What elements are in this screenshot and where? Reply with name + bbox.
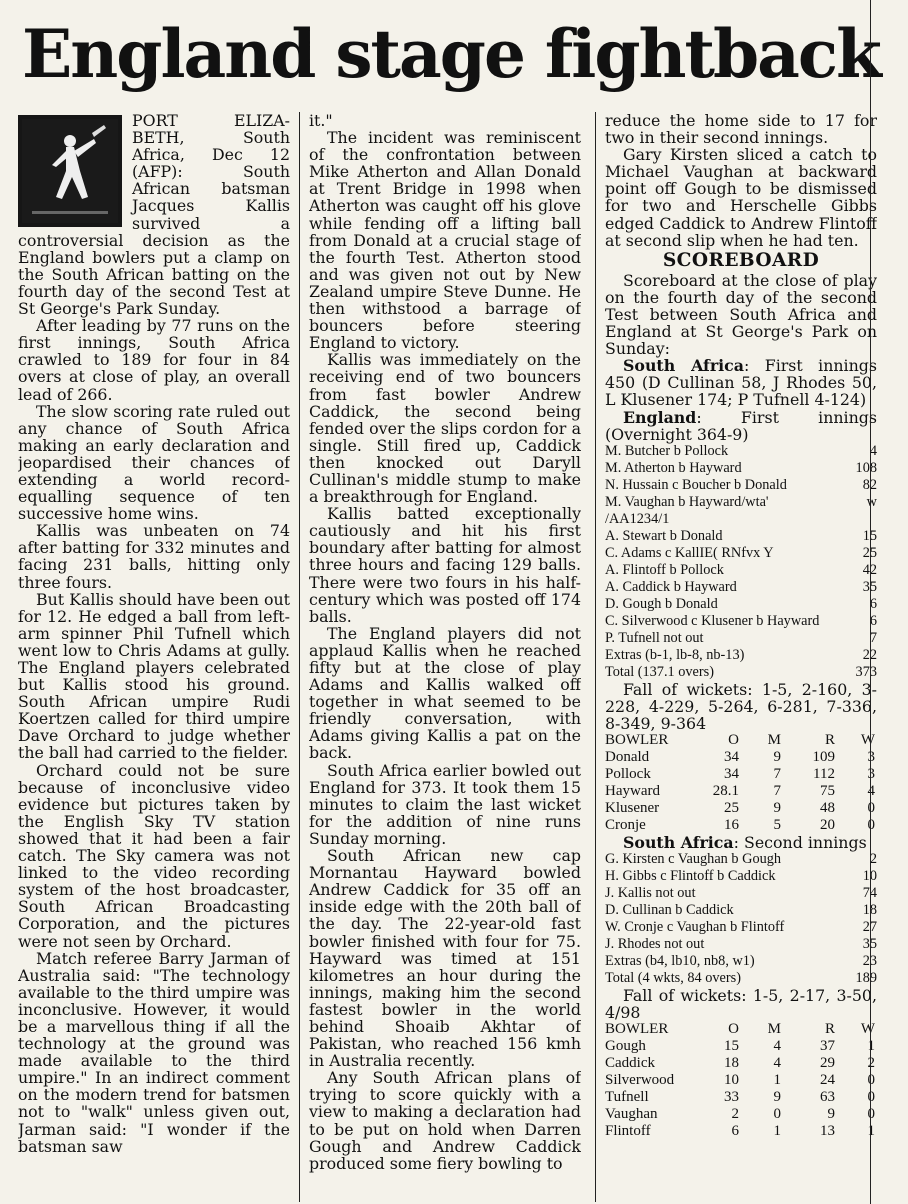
- batsman-entry: Total (4 wkts, 84 overs): [605, 970, 741, 987]
- wickets-value: 2: [867, 1055, 875, 1072]
- team-label: South Africa: [623, 356, 745, 376]
- overs-value: 34: [724, 765, 739, 782]
- wickets-value: 0: [867, 799, 875, 816]
- batsman-entry: G. Kirsten c Vaughan b Gough: [605, 851, 782, 868]
- overs-value: 28.1: [712, 782, 739, 799]
- bowler-name: Silverwood: [605, 1072, 675, 1089]
- maidens-column-header: M: [767, 1021, 781, 1038]
- runs-value: 7: [869, 629, 877, 646]
- sa-innings-bowling: [605, 1021, 877, 1140]
- headline: England stage fightback: [22, 15, 880, 93]
- cricket-batsman-icon: [22, 119, 118, 223]
- overs-value: 16: [724, 816, 739, 833]
- bowling-row: [605, 766, 877, 783]
- scoreboard-intro: Scoreboard at the close of play on the fourth day of the second Test between South Africa and England at St George's Park on Sunday:: [605, 270, 877, 359]
- maidens-value: 7: [773, 782, 781, 799]
- paragraph: Match referee Barry Jarman of Australia said: "The technology available to the third umpire was inconclusive. However, it would be a marvellous thing if all the technology at the ground was made available to the third umpire." In an indirect comment on the modern trend for batsmen not to "walk" unless given out, Jarman said: "I wonder if the batsman saw: [18, 948, 290, 1156]
- paragraph: Any South African plans of trying to score quickly with a view to making a declaration had to be put on hold when Darren Gough and Andrew Caddick produced some fiery bowling to: [309, 1068, 581, 1173]
- batting-row: [605, 885, 877, 902]
- batting-row: [605, 494, 877, 511]
- team-label: South Africa: [623, 832, 734, 852]
- bowler-name: Flintoff: [605, 1123, 651, 1140]
- bowler-name: Vaughan: [605, 1106, 658, 1123]
- runs-value: 42: [862, 561, 877, 578]
- wickets-value: 0: [867, 816, 875, 833]
- batsman-entry: P. Tufnell not out: [605, 629, 704, 646]
- overs-value: 34: [724, 748, 739, 765]
- overs-value: 25: [724, 799, 739, 816]
- runs-conceded-value: 13: [820, 1123, 835, 1140]
- bowler-column-header: BOWLER: [605, 731, 669, 748]
- batting-row: [605, 596, 877, 613]
- runs-value: 4: [869, 442, 877, 459]
- paragraph: But Kallis should have been out for 12. He edged a ball from left-arm spinner Phil Tufnell which went low to Chris Adams at gully. The England players celebrated but Kallis stood his ground. South African umpire Rudi Koertzen called for third umpire Dave Orchard to judge whether the ball had carried to the fielder.: [18, 589, 290, 763]
- wickets-value: 1: [867, 1123, 875, 1140]
- batsman-entry: A. Flintoff b Pollock: [605, 561, 724, 578]
- batting-row: [605, 613, 877, 630]
- photo: [18, 115, 122, 227]
- bowler-column-header: BOWLER: [605, 1021, 669, 1038]
- maidens-column-header: M: [767, 731, 781, 748]
- bowling-row: [605, 800, 877, 817]
- batsman-entry: A. Stewart b Donald: [605, 527, 723, 544]
- runs-conceded-value: 112: [813, 765, 835, 782]
- batting-row: [605, 443, 877, 460]
- maidens-value: 9: [773, 748, 781, 765]
- batsman-entry: A. Caddick b Hayward: [605, 578, 737, 595]
- overs-column-header: O: [728, 1021, 739, 1038]
- batsman-entry: W. Cronje c Vaughan b Flintoff: [605, 919, 785, 936]
- overs-value: 2: [731, 1106, 739, 1123]
- runs-value: 74: [862, 885, 877, 902]
- sa-second-innings: [605, 834, 877, 851]
- wickets-value: 4: [867, 782, 875, 799]
- bowling-row: [605, 817, 877, 834]
- runs-conceded-value: 9: [827, 1106, 835, 1123]
- runs-value: 189: [855, 970, 877, 987]
- overs-value: 15: [724, 1038, 739, 1055]
- eng-innings-bowling: [605, 732, 877, 834]
- maidens-value: 1: [773, 1123, 781, 1140]
- runs-value: 15: [862, 527, 877, 544]
- batsman-entry: M. Vaughan b Hayward/wta': [605, 493, 769, 510]
- batsman-entry: J. Rhodes not out: [605, 936, 705, 953]
- paragraph: Orchard could not be sure because of inconclusive video evidence but pictures taken by the English Sky TV station showed that it had been a fair catch. The Sky camera was not linked to the video recording system of the host broadcaster, South African Broadcasting Corporation, and the pictures were not seen by Orchard.: [18, 760, 290, 951]
- sa-fall-of-wickets: Fall of wickets: 1-5, 2-17, 3-50, 4/98: [605, 986, 877, 1023]
- bowler-name: Klusener: [605, 799, 660, 816]
- maidens-value: 5: [773, 816, 781, 833]
- overs-value: 10: [724, 1072, 739, 1089]
- batting-row: [605, 936, 877, 953]
- paragraph: PORT ELIZA-BETH, South Africa, Dec 12 (AFP): South African batsman Jacques Kallis survived a controversial decision as the England bowlers put a clamp on the South African batting on the fourth day of the second Test at St George's Park Sunday.: [18, 112, 290, 319]
- runs-value: 82: [862, 476, 877, 493]
- runs-value: 373: [855, 663, 877, 680]
- batsman-entry: /AA1234/1: [605, 510, 670, 527]
- bowling-row: [605, 1038, 877, 1055]
- runs-value: 35: [862, 578, 877, 595]
- runs-conceded-value: 20: [820, 816, 835, 833]
- bowler-name: Cronje: [605, 816, 646, 833]
- maidens-value: 0: [773, 1106, 781, 1123]
- bowler-name: Caddick: [605, 1055, 655, 1072]
- runs-conceded-value: 24: [820, 1072, 835, 1089]
- paragraph: Kallis was unbeaten on 74 after batting for 332 minutes and facing 231 balls, hitting only three fours.: [18, 521, 290, 592]
- innings-summary: : First innings (Overnight 364-9): [605, 407, 877, 444]
- bowler-name: Donald: [605, 748, 650, 765]
- bowler-name: Pollock: [605, 765, 651, 782]
- batsman-entry: Extras (b4, lb10, nb8, w1): [605, 953, 755, 970]
- paragraph: it.": [309, 112, 333, 130]
- batting-row: [605, 902, 877, 919]
- sa-batting-list: [605, 851, 877, 987]
- batting-row: [605, 630, 877, 647]
- batting-row: [605, 851, 877, 868]
- runs-value: 25: [862, 544, 877, 561]
- bowling-header-row: [605, 1021, 877, 1038]
- overs-value: 18: [724, 1055, 739, 1072]
- column-3: [605, 112, 877, 1202]
- batsman-entry: D. Gough b Donald: [605, 595, 718, 612]
- maidens-value: 9: [773, 1089, 781, 1106]
- maidens-value: 9: [773, 799, 781, 816]
- wickets-column-header: W: [860, 1021, 875, 1038]
- batsman-entry: D. Cullinan b Caddick: [605, 902, 734, 919]
- wickets-value: 0: [867, 1072, 875, 1089]
- bowling-header-row: [605, 732, 877, 749]
- batting-row: [605, 953, 877, 970]
- team-label: England: [623, 407, 697, 427]
- runs-conceded-value: 75: [820, 782, 835, 799]
- runs-value: 6: [869, 595, 877, 612]
- batting-row: [605, 970, 877, 987]
- paragraph: Gary Kirsten sliced a catch to Michael Vaughan at backward point off Gough to be dismissed for two and Herschelle Gibbs edged Caddick to Andrew Flintoff at second slip when he had ten.: [605, 145, 877, 250]
- sa-first-innings: [605, 357, 877, 408]
- maidens-value: 7: [773, 765, 781, 782]
- runs-value: 2: [869, 851, 877, 868]
- runs-conceded-value: 48: [820, 799, 835, 816]
- wickets-value: 0: [867, 1106, 875, 1123]
- column-divider: [595, 112, 596, 1202]
- bowling-row: [605, 1072, 877, 1089]
- runs-value: 23: [862, 953, 877, 970]
- paragraph: The England players did not applaud Kallis when he reached fifty but at the close of play Adams and Kallis walked off together in what seemed to be friendly conversation, with Adams giving Kallis a pat on the back.: [309, 623, 581, 763]
- bowling-row: [605, 749, 877, 766]
- paragraph: The slow scoring rate ruled out any chance of South Africa making an early declaration and jeopardised their chances of extending a world record-equalling sequence of ten successive home wins.: [18, 401, 290, 524]
- maidens-value: 4: [773, 1038, 781, 1055]
- article-columns: [18, 112, 896, 1202]
- runs-value: 108: [855, 459, 877, 476]
- eng-batting-list: [605, 443, 877, 681]
- bowler-name: Tufnell: [605, 1089, 649, 1106]
- runs-value: w: [866, 493, 877, 510]
- batting-row: [605, 477, 877, 494]
- batsman-entry: J. Kallis not out: [605, 885, 696, 902]
- bowling-row: [605, 1106, 877, 1123]
- overs-value: 6: [731, 1123, 739, 1140]
- batting-row: [605, 511, 877, 528]
- paragraph: South African new cap Mornantau Hayward bowled Andrew Caddick for 35 off an inside edge with the 20th ball of the day. The 22-year-old fast bowler finished with four for 75. Hayward was timed at 151 kilometres an hour during the innings, making him the second fastest bowler in the world behind Shoaib Akhtar of Pakistan, who reached 156 kmh in Australia recently.: [309, 846, 581, 1071]
- batsman-entry: Total (137.1 overs): [605, 663, 714, 680]
- overs-value: 33: [724, 1089, 739, 1106]
- maidens-value: 4: [773, 1055, 781, 1072]
- wickets-value: 0: [867, 1089, 875, 1106]
- wickets-value: 1: [867, 1038, 875, 1055]
- paragraph: The incident was reminiscent of the confrontation between Mike Atherton and Allan Donald at Trent Bridge in 1998 when Atherton was caught off his glove while fending off a lifting ball from Donald at a crucial stage of the fourth Test. Atherton stood and was given not out by New Zealand umpire Steve Dunne. He then withstood a barrage of bouncers before steering England to victory.: [309, 128, 581, 353]
- wickets-value: 3: [867, 765, 875, 782]
- runs-conceded-value: 37: [820, 1038, 835, 1055]
- runs-column-header: R: [824, 1021, 835, 1038]
- runs-value: 27: [862, 919, 877, 936]
- batting-row: [605, 647, 877, 664]
- overs-column-header: O: [728, 731, 739, 748]
- scoreboard-heading: SCOREBOARD: [662, 249, 820, 271]
- batsman-entry: C. Silverwood c Klusener b Hayward: [605, 612, 820, 629]
- paragraph: Kallis batted exceptionally cautiously and hit his first boundary after batting for almost three hours and facing 129 balls. There were two fours in his half-century which was posted off 174 balls.: [309, 504, 581, 626]
- batting-row: [605, 562, 877, 579]
- paragraph: Kallis was immediately on the receiving end of two bouncers from fast bowler Andrew Caddick, the second being fended over the slips cordon for a single. Still fired up, Caddick then knocked out Daryll Cullinan's middle stump to make a breakthrough for England.: [309, 350, 581, 507]
- eng-fall-of-wickets: Fall of wickets: 1-5, 2-160, 3-228, 4-229, 5-264, 6-281, 7-336, 8-349, 9-364: [605, 679, 877, 733]
- runs-value: [873, 511, 877, 528]
- batting-row: [605, 528, 877, 545]
- bowling-row: [605, 1089, 877, 1106]
- runs-conceded-value: 63: [820, 1089, 835, 1106]
- bowler-name: Gough: [605, 1038, 646, 1055]
- batting-row: [605, 664, 877, 681]
- runs-value: 6: [869, 612, 877, 629]
- bowling-row: [605, 1055, 877, 1072]
- batting-row: [605, 919, 877, 936]
- paragraph: South Africa earlier bowled out England for 373. It took them 15 minutes to claim the last wicket for the addition of nine runs Sunday morning.: [309, 760, 581, 848]
- wickets-column-header: W: [860, 731, 875, 748]
- bowler-name: Hayward: [605, 782, 660, 799]
- batting-row: [605, 460, 877, 477]
- wickets-value: 3: [867, 748, 875, 765]
- bowling-row: [605, 1123, 877, 1140]
- paragraph: reduce the home side to 17 for two in their second innings.: [605, 112, 877, 148]
- column-divider: [299, 112, 300, 1202]
- batsman-entry: C. Adams c KallIE( RNfvx Y: [605, 544, 774, 561]
- runs-value: 18: [862, 902, 877, 919]
- runs-conceded-value: 29: [820, 1055, 835, 1072]
- runs-value: 22: [862, 646, 877, 663]
- batting-row: [605, 545, 877, 562]
- batting-row: [605, 579, 877, 596]
- column-1: [18, 112, 290, 1202]
- bowling-row: [605, 783, 877, 800]
- batsman-entry: N. Hussain c Boucher b Donald: [605, 476, 787, 493]
- batsman-entry: M. Atherton b Hayward: [605, 459, 742, 476]
- runs-column-header: R: [824, 731, 835, 748]
- runs-value: 35: [862, 936, 877, 953]
- innings-summary: : First innings 450 (D Cullinan 58, J Rhodes 50, L Klusener 174; P Tufnell 4-124): [605, 356, 877, 410]
- innings-summary: : Second innings: [733, 832, 867, 852]
- batting-row: [605, 868, 877, 885]
- batsman-entry: M. Butcher b Pollock: [605, 442, 729, 459]
- batsman-entry: H. Gibbs c Flintoff b Caddick: [605, 868, 776, 885]
- runs-value: 10: [862, 868, 877, 885]
- runs-conceded-value: 109: [812, 748, 835, 765]
- page-edge-divider: [870, 0, 871, 1204]
- batsman-entry: Extras (b-1, lb-8, nb-13): [605, 646, 745, 663]
- maidens-value: 1: [773, 1072, 781, 1089]
- paragraph: After leading by 77 runs on the first innings, South Africa crawled to 189 for four in 84 overs at close of play, an overall lead of 266.: [18, 316, 290, 404]
- eng-first-innings: [605, 409, 877, 443]
- column-2: [309, 112, 581, 1202]
